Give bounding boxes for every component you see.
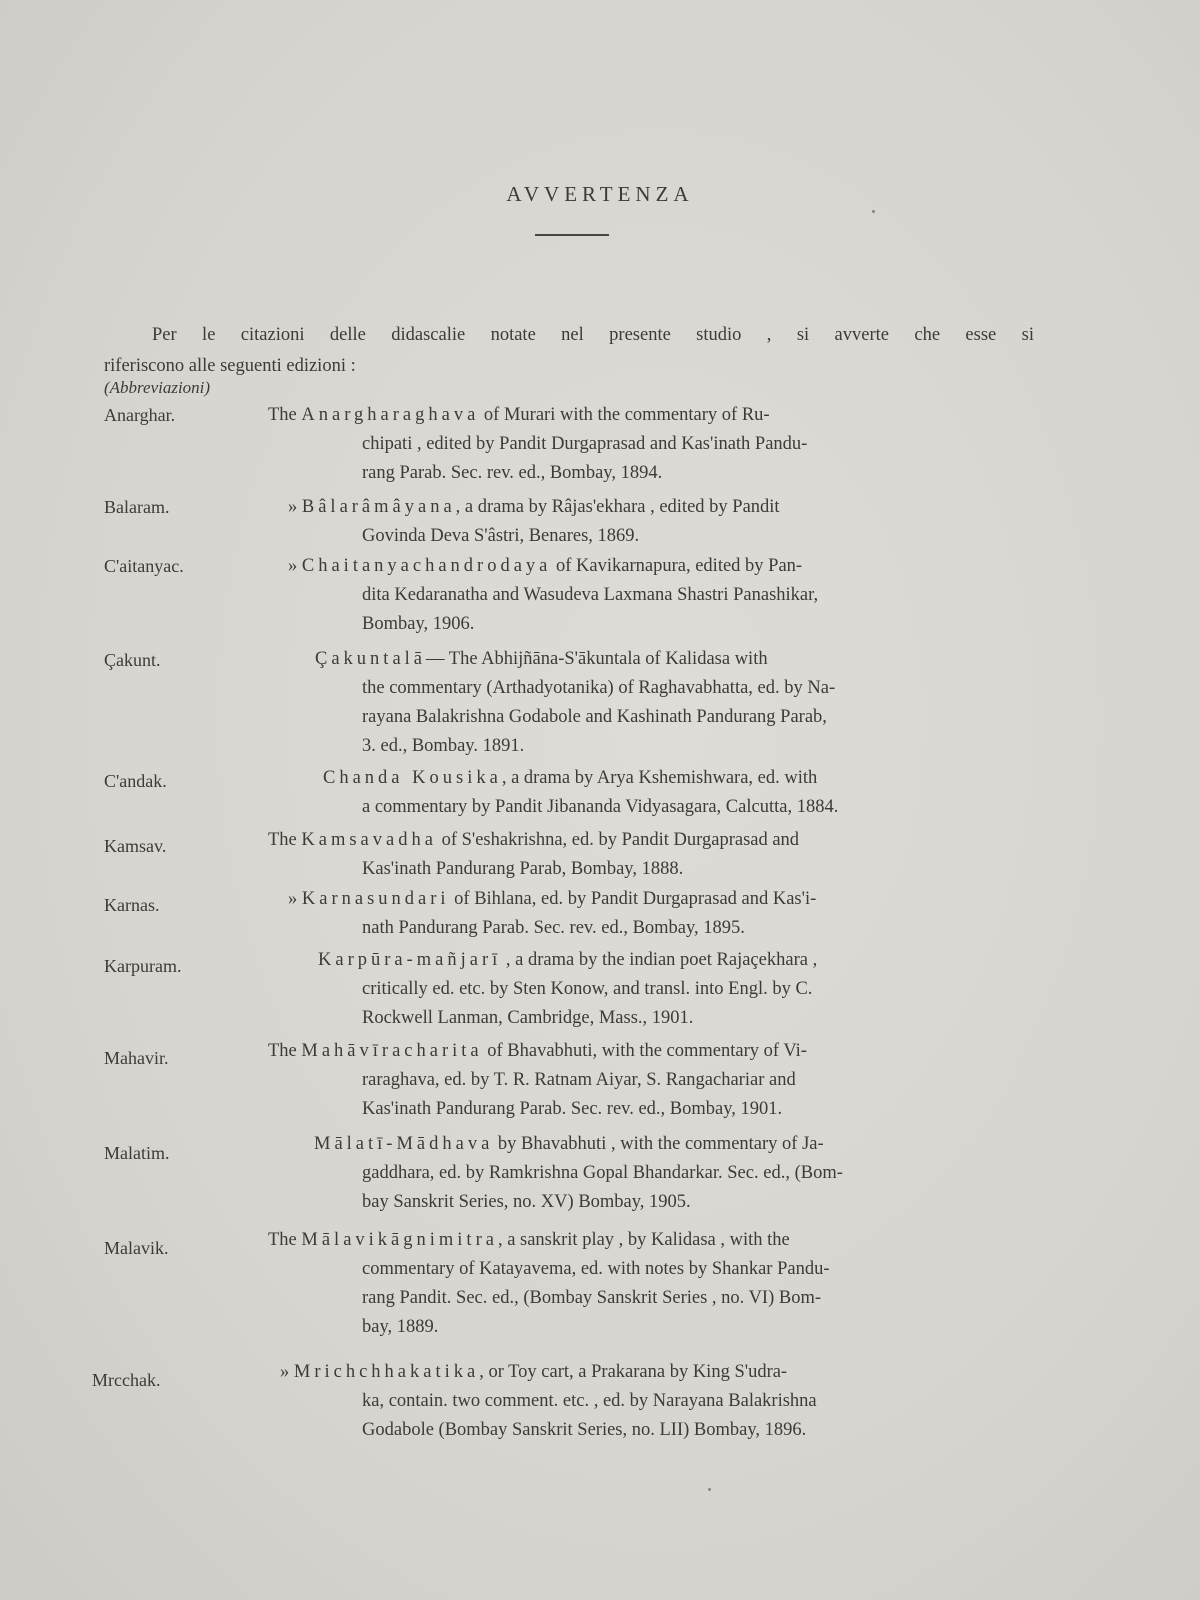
intro-line-1: Per le citazioni delle didascalie notate nel presente studio , si avverte che esse si [152,325,1034,345]
entry-citation [268,1226,1040,1342]
entry-prefix: » [288,497,302,517]
entry-title: Anargharaghava [301,405,480,425]
entry-title: Karpūra-mañjarī [318,950,502,970]
entry-citation [268,826,1040,884]
paper-speck [708,1488,711,1491]
entry-prefix: The [268,830,302,850]
entry-line: Godabole (Bombay Sanskrit Series, no. LII) Bombay, 1896. [362,1420,807,1440]
entry-abbreviation: Mrcchak. [92,1370,161,1390]
entry-line: gaddhara, ed. by Ramkrishna Gopal Bhandarkar. Sec. ed., (Bom- [362,1163,843,1183]
entry-line: bay, 1889. [362,1317,439,1337]
entry-line: rayana Balakrishna Godabole and Kashinath Pandurang Parab, [362,707,827,727]
entry-prefix: » [288,556,302,576]
entry-line: bay Sanskrit Series, no. XV) Bombay, 1905. [362,1192,691,1212]
entry-citation [268,401,1040,488]
entry-line: rang Parab. Sec. rev. ed., Bombay, 1894. [362,463,663,483]
entry-first-line: , a sanskrit play , by Kalidasa , with the [497,1230,790,1250]
entry-abbreviation: Kamsav. [104,836,167,856]
entry-line: critically ed. etc. by Sten Konow, and transl. into Engl. by C. [362,979,813,999]
entry-abbreviation: Malavik. [104,1238,169,1258]
entry-first-line: of Bihlana, ed. by Pandit Durgaprasad and Kas'i- [449,889,817,909]
entry-prefix: The [268,1230,302,1250]
entry-citation [268,1037,1040,1124]
entry-abbreviation: Mahavir. [104,1048,169,1068]
entry-title: Çakuntalā [315,649,427,669]
entry-abbreviation: Karnas. [104,895,160,915]
entry-citation [323,764,1095,822]
entry-title: Bâlarâmâyana [301,497,456,517]
entry-first-line: , a drama by Râjas'ekhara , edited by Pandit [455,497,780,517]
entry-citation [280,1358,1052,1445]
page-title: AVVERTENZA [506,182,694,206]
entry-citation [288,552,1060,639]
entry-line: Rockwell Lanman, Cambridge, Mass., 1901. [362,1008,694,1028]
entry-line: Bombay, 1906. [362,614,475,634]
abbreviations-heading: (Abbreviazioni) [104,378,211,397]
entry-title: Mālavikāgnimitra [301,1230,498,1250]
entry-abbreviation: C'aitanyac. [104,556,184,576]
entry-prefix: The [268,405,302,425]
entry-abbreviation: Malatim. [104,1143,170,1163]
entry-abbreviation: C'andak. [104,771,167,791]
entry-line: chipati , edited by Pandit Durgaprasad and Kas'inath Pandu- [362,434,808,454]
entry-line: 3. ed., Bombay. 1891. [362,736,525,756]
entry-first-line: , or Toy cart, a Prakarana by King S'udra- [479,1362,788,1382]
entry-line: commentary of Katayavema, ed. with notes by Shankar Pandu- [362,1259,830,1279]
entry-citation [318,946,1090,1033]
entry-first-line: of Bhavabhuti, with the commentary of Vi- [482,1041,807,1061]
entry-line: the commentary (Arthadyotanika) of Raghavabhatta, ed. by Na- [362,678,836,698]
entry-line: Govinda Deva S'âstri, Benares, 1869. [362,526,640,546]
entry-abbreviation: Balaram. [104,497,170,517]
entry-title: Chaitanyachandrodaya [301,556,552,576]
entry-citation [288,493,1060,551]
entry-title: Chanda Kousika [323,768,502,788]
entry-line: a commentary by Pandit Jibananda Vidyasagara, Calcutta, 1884. [362,797,839,817]
entry-first-line: of Kavikarnapura, edited by Pan- [551,556,803,576]
entry-title: Karnasundari [301,889,450,909]
entry-citation [288,885,1060,943]
entry-line: ka, contain. two comment. etc. , ed. by Narayana Balakrishna [362,1391,817,1411]
entry-line: raraghava, ed. by T. R. Ratnam Aiyar, S. Rangachariar and [362,1070,796,1090]
entry-first-line: of Murari with the commentary of Ru- [479,405,770,425]
entry-line: Kas'inath Pandurang Parab, Bombay, 1888. [362,859,684,879]
intro-line-2: riferiscono alle seguenti edizioni : [104,356,356,376]
paper-speck [872,210,875,213]
entry-line: nath Pandurang Parab. Sec. rev. ed., Bombay, 1895. [362,918,745,938]
entry-title: Kamsavadha [301,830,437,850]
entry-abbreviation: Anarghar. [104,405,176,425]
entry-first-line: by Bhavabhuti , with the commentary of Ja- [493,1134,824,1154]
entry-citation [315,645,1087,761]
entry-prefix: The [268,1041,302,1061]
entry-abbreviation: Karpuram. [104,956,182,976]
entry-citation [314,1130,1086,1217]
entry-title: Mrichchhakatika [293,1362,480,1382]
entry-prefix: » [280,1362,294,1382]
entry-line: Kas'inath Pandurang Parab. Sec. rev. ed., Bombay, 1901. [362,1099,783,1119]
entry-title: Mahāvīracharita [301,1041,483,1061]
entry-line: dita Kedaranatha and Wasudeva Laxmana Shastri Panashikar, [362,585,819,605]
entry-first-line: , a drama by the indian poet Rajaçekhara , [501,950,818,970]
entry-title: Mālatī-Mādhava [314,1134,494,1154]
entry-prefix: » [288,889,302,909]
entry-first-line: , a drama by Arya Kshemishwara, ed. with [501,768,818,788]
entry-first-line: of S'eshakrishna, ed. by Pandit Durgaprasad and [436,830,800,850]
entry-first-line: — The Abhijñāna-S'ākuntala of Kalidasa with [426,649,768,669]
entry-line: rang Pandit. Sec. ed., (Bombay Sanskrit Series , no. VI) Bom- [362,1288,822,1308]
entry-abbreviation: Çakunt. [104,650,161,670]
